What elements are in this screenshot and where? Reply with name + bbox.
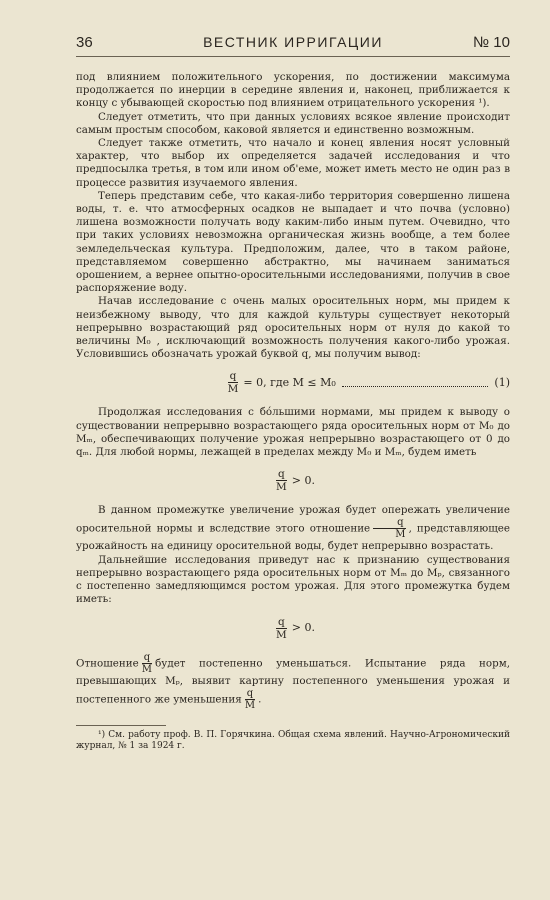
paragraph-3: Следует также отметить, что начало и конец явления носят условный характер, что выбор их определяется задачей исследования и что предпосылка третья, в том или ином об'еме, может иметь место не один раз в процессе развития изучаемого явления.	[76, 137, 510, 189]
formula-2: $\frac{q}{M}$ > 0.	[276, 468, 315, 494]
paragraph-9: Отношение $\frac{q}{M}$ будет постепенно уменьшаться. Испытание ряда норм, превышающих Mₚ, выявит картину постепенного уменьшения урожая и постепенного же уменьшения $\frac{q}{M}$ .	[76, 651, 510, 711]
running-header	[76, 34, 510, 57]
inline-fraction: $\frac{q}{M}$	[244, 687, 256, 711]
paragraph-1: под влиянием положительного ускорения, по достижении максимума продолжается по инерции в середине явления и, наконец, приближается к концу с убывающей скоростью под влиянием отрицательного ускорения ¹).	[76, 71, 510, 110]
formula-1-condition: = 0, где M ≤ M₀	[243, 376, 336, 390]
paragraph-6: Продолжая исследования с бо́льшими нормами, мы придем к выводу о существовании непрерывно возрастающего ряда оросительных норм от M₀ до Mₘ, обеспечивающих получение урожая непрерывно возрастающего от 0 до qₘ. Для любой нормы, лежащей в пределах между M₀ и Mₘ, будем иметь	[76, 406, 510, 459]
paragraph-8: Дальнейшие исследования приведут нас к признанию существования непрерывно возрастающего ряда оросительных норм от Mₘ до Mₚ, связанного с постепенно замедляющимся ростом урожая. Для этого промежутка будем иметь:	[76, 553, 510, 606]
issue-number: № 10	[473, 34, 510, 51]
footnote-rule	[76, 725, 166, 726]
paragraph-2: Следует отметить, что при данных условиях всякое явление происходит самым простым способом, каковой является и единственно возможным.	[76, 110, 510, 136]
inline-fraction: $\frac{q}{M}$	[373, 517, 405, 540]
formula-1-leader	[342, 378, 489, 387]
equation-number: (1)	[494, 376, 511, 390]
page-number: 36	[76, 34, 93, 51]
formula-1-fraction: $\frac{q}{M}$	[227, 370, 239, 396]
paragraph-7: В данном промежутке увеличение урожая будет опережать увеличение оросительной нормы и вследствие этого отношение $\frac{q}{M}$ , представляющее урожайность на единицу оросительной воды, будет непрерывно возрастать.	[76, 504, 510, 553]
formula-3: $\frac{q}{M}$ > 0.	[276, 615, 315, 641]
footnote: ¹) См. работу проф. В. П. Горячкина. Общая схема явлений. Научно-Агрономический журнал, № 1 за 1924 г.	[76, 729, 510, 752]
journal-title: ВЕСТНИК ИРРИГАЦИИ	[203, 34, 383, 50]
inline-fraction: $\frac{q}{M}$	[141, 651, 153, 675]
formula-1	[76, 370, 510, 395]
paragraph-5: Начав исследование с очень малых оросительных норм, мы придем к неизбежному выводу, что для каждой культуры существует некоторый непрерывно возрастающий ряд оросительных норм от нуля до какой то величины M₀ , исключающий возможность получения какого-либо урожая. Условившись обозначать урожай буквой q, мы получим вывод:	[76, 295, 510, 361]
paragraph-4: Теперь представим себе, что какая-либо территория совершенно лишена воды, т. е. что атмосферных осадков не выпадает и что почва (условно) лишена возможности получать воду каким-либо иным путем. Очевидно, что при таких условиях невозможна органическая жизнь вообще, а тем более земледельческая культура. Предположим, далее, что в таком районе, представляемом совершенно абстрактно, мы начинаем заниматься орошением, а вернее опытно-оросительными исследованиями, получив в свое распоряжение воду.	[76, 189, 510, 295]
article-body	[76, 71, 510, 753]
